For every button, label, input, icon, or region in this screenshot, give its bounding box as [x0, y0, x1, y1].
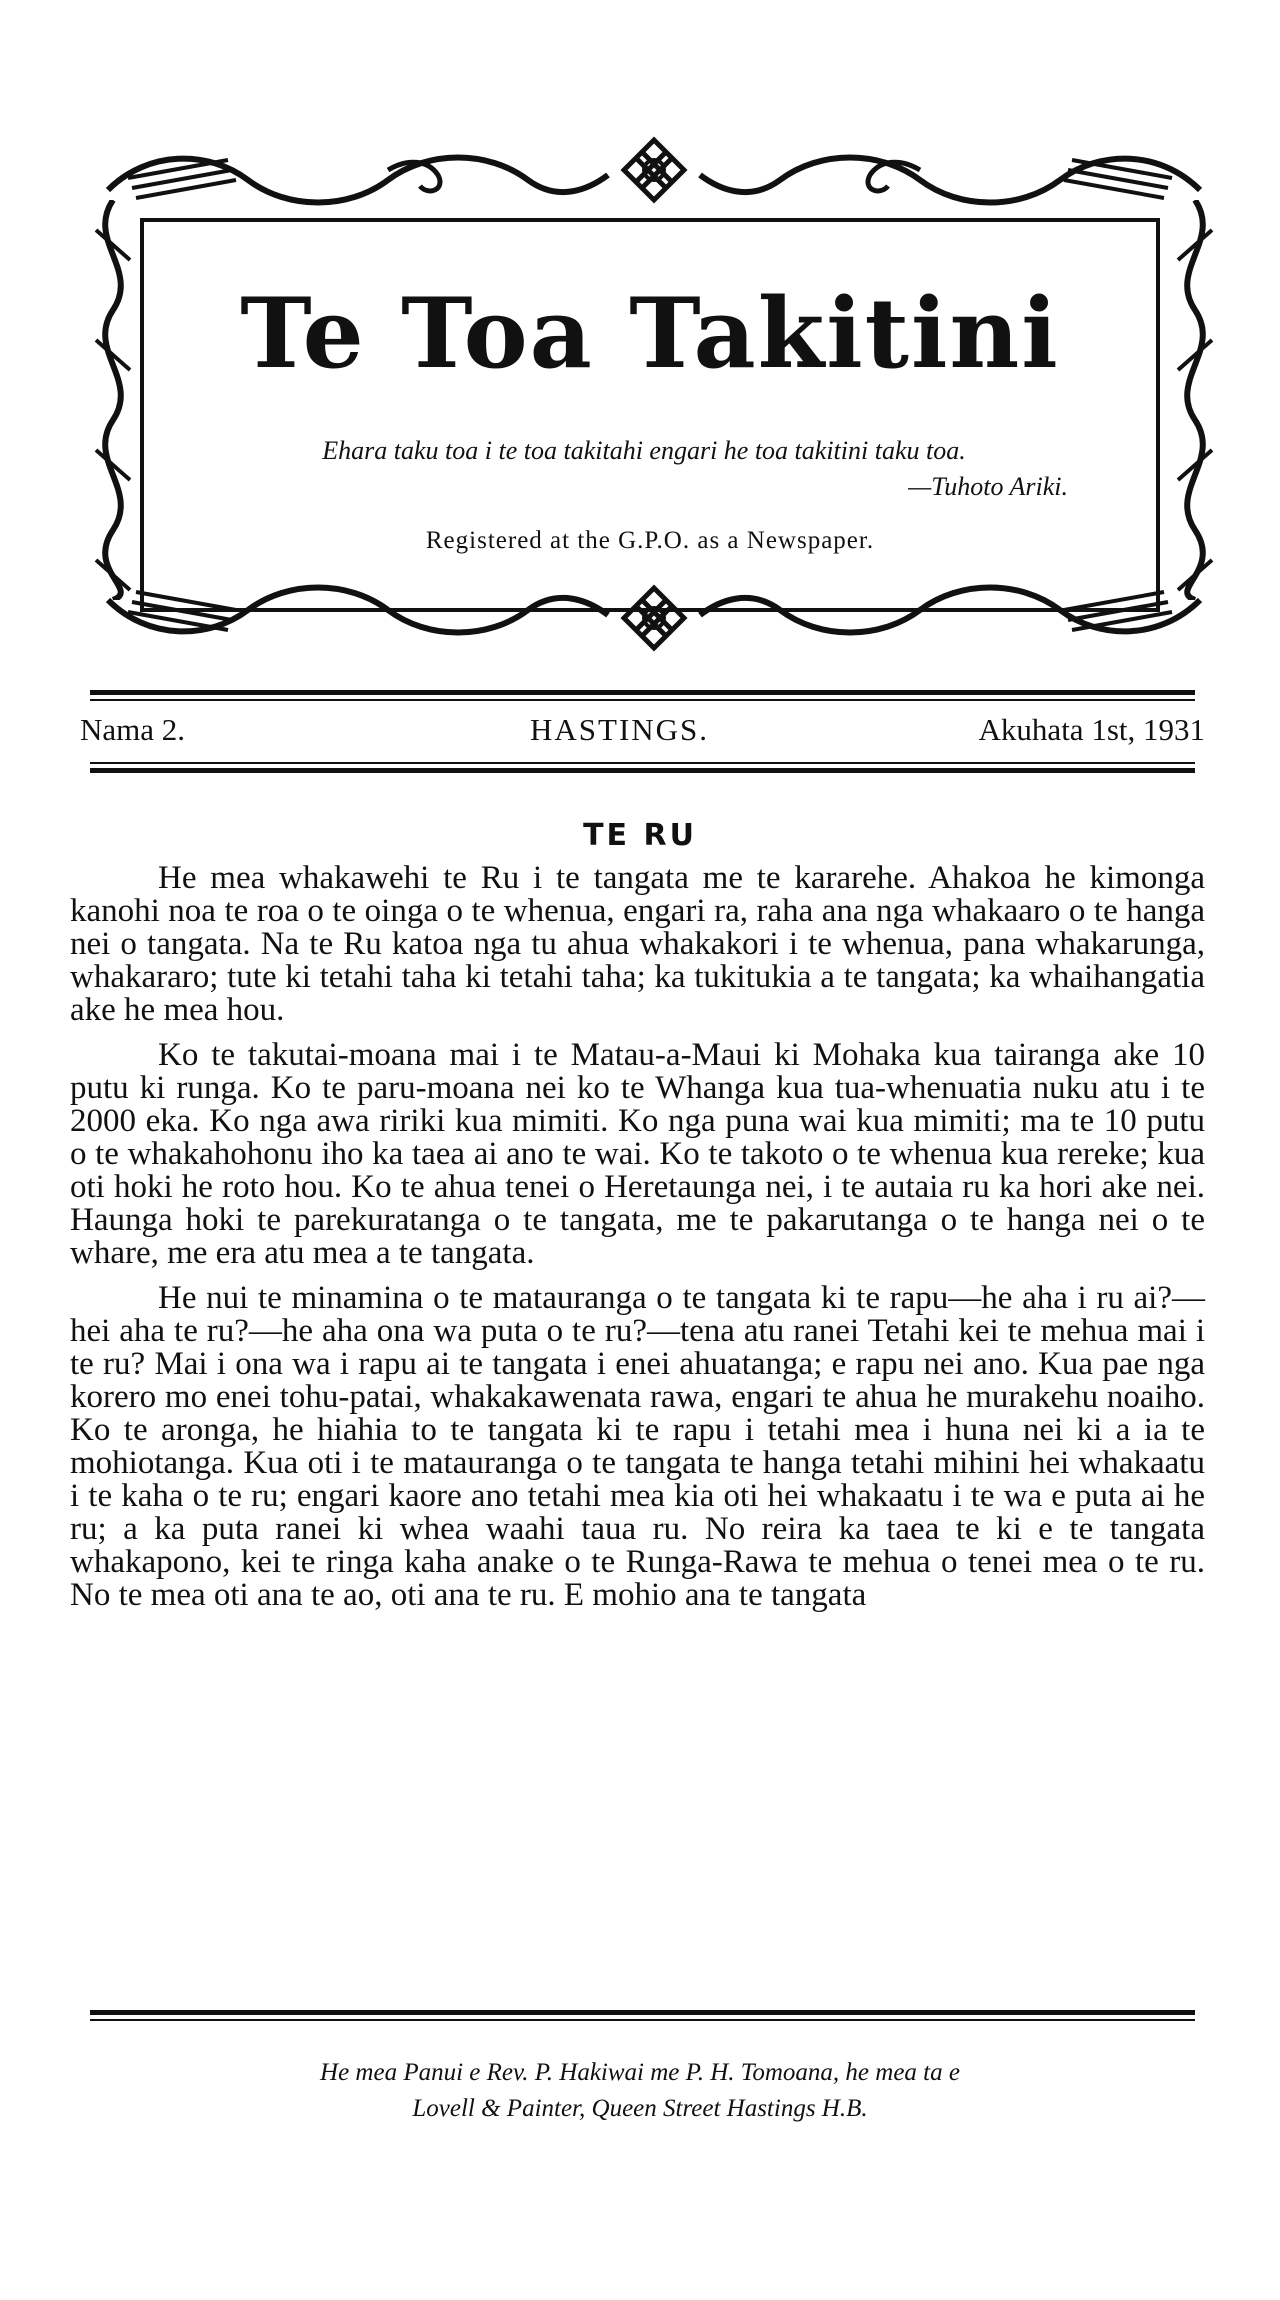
imprint-line-1: He mea Panui e Rev. P. Hakiwai me P. H. Tomoana, he mea ta e: [320, 2059, 960, 2086]
left-border-ornament: [86, 200, 140, 600]
place-of-publication: HASTINGS.: [530, 712, 710, 747]
newspaper-title: Te Toa Takitini: [240, 277, 1060, 390]
bottom-border-ornament: [88, 560, 1220, 660]
article-body: [70, 862, 1205, 1624]
masthead: [88, 130, 1220, 630]
issue-number: Nama 2.: [80, 712, 186, 747]
registration-notice: Registered at the G.P.O. as a Newspaper.: [425, 527, 875, 554]
dateline-rule-thick: [90, 768, 1195, 773]
top-rule-thick: [90, 690, 1195, 695]
top-border-ornament: [88, 130, 1220, 230]
dateline-rule-thin: [90, 762, 1195, 764]
imprint: [0, 2055, 1280, 2127]
issue-date: Akuhata 1st, 1931: [978, 712, 1205, 747]
footer-rule-thick: [90, 2010, 1195, 2015]
right-border-ornament: [1168, 200, 1222, 600]
motto: Ehara taku toa i te toa takitahi engari he toa takitini taku toa.: [322, 436, 966, 465]
article-heading: TE RU: [583, 818, 697, 853]
masthead-frame: [140, 218, 1160, 612]
article-paragraph: He mea whakawehi te Ru i te tangata me te kararehe. Ahakoa he kimonga kanohi noa te roa o te oinga o te whenua, engari ra, raha ana nga whakaaro o te hanga nei o tangata. Na te Ru katoa nga tu ahua whakakori i te whenua, pana whakarunga, whakararo; tute ki tetahi taha ki tetahi taha; ka tukitukia a te tangata; ka whaihangatia ake he mea hou.: [70, 860, 1205, 1028]
article-paragraph: He nui te minamina o te matauranga o te tangata ki te rapu—he aha i ru ai?—hei aha te ru?—he aha ona wa puta o te ru?—tena atu ranei Tetahi kei te mehua mai i te ru? Mai i ona wa i rapu ai te tangata i enei ahuatanga; e rapu nei ano. Kua pae nga korero mo enei tohu-patai, whakakawenata rawa, engari te ahua he murakehu noaiho. Ko te aronga, he hiahia to te tangata ki te rapu i tetahi mea i huna nei ki a ia te mohiotanga. Kua oti i te matauranga o te tangata te hanga tetahi mihini hei whakaatu i te kaha o te ru; engari kaore ano tetahi mea kia oti hei whakaatu i te wa e puta ai he ru; a ka puta ranei ki whea waahi taua ru. No reira ka taea te ki e te tangata whakapono, kei te ringa kaha anake o te Runga-Rawa te mehua o tenei mea o te ru. No te mea oti ana te ao, oti ana te ru. E mohio ana te tangata: [70, 1280, 1205, 1613]
dateline: [80, 712, 1205, 752]
top-rule-thin: [90, 699, 1195, 701]
article-paragraph: Ko te takutai-moana mai i te Matau-a-Maui ki Mohaka kua tairanga ake 10 putu ki runga. Ko te paru-moana nei ko te Whanga kua tua-whenuatia nuku atu i te 2000 eka. Ko nga awa ririki kua mimiti. Ko nga puna wai kua mimiti; ma te 10 putu o te whakahohonu iho ka taea ai ano te wai. Ko te takoto o te whenua kua rereke; kua oti hoki he roto hou. Ko te ahua tenei o Heretaunga nei, i te autaia ru ka hori ake nei. Haunga hoki te parekuratanga o te tangata, me te pakarutanga o te hanga nei o te whare, me era atu mea a te tangata.: [70, 1037, 1205, 1271]
motto-attribution: —Tuhoto Ariki.: [908, 472, 1068, 501]
imprint-line-2: Lovell & Painter, Queen Street Hastings H.B.: [412, 2095, 868, 2122]
footer-rule-thin: [90, 2019, 1195, 2021]
